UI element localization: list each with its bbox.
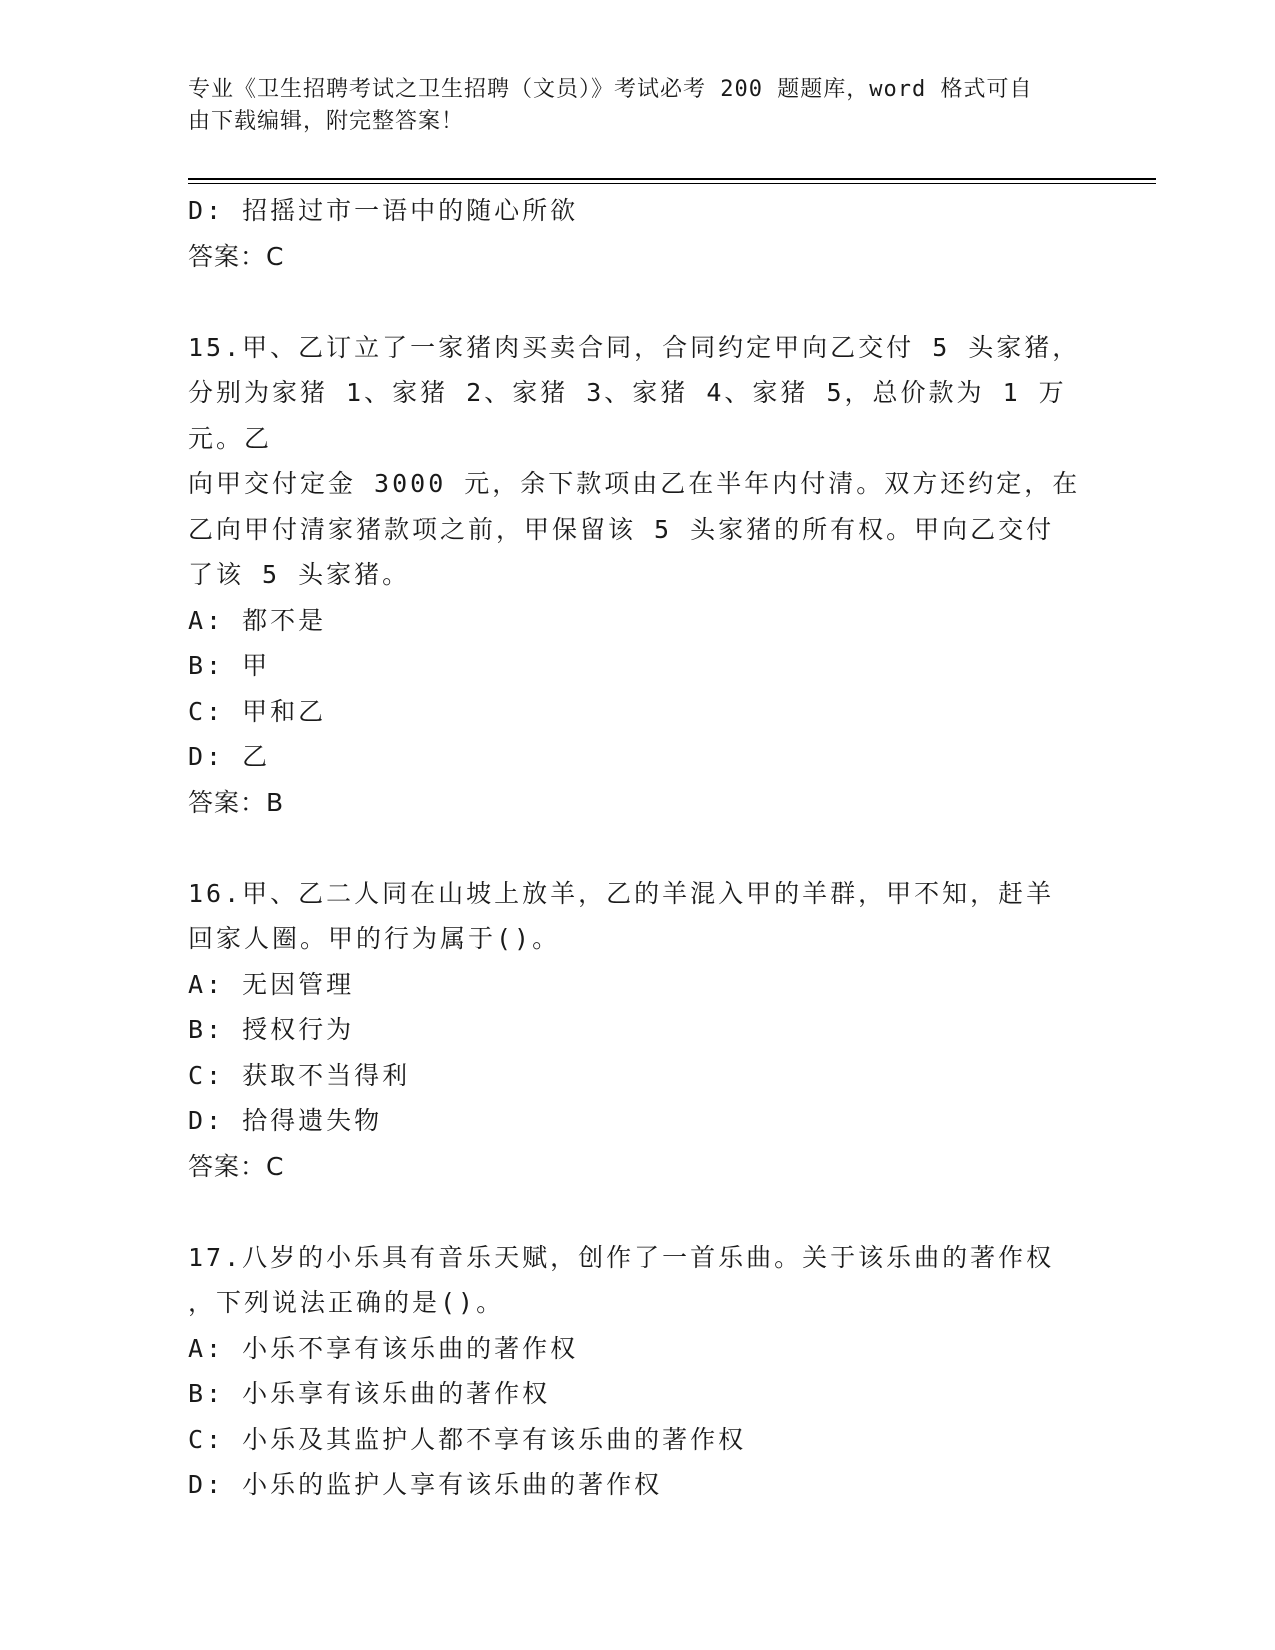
question-15-option-d: D: 乙 <box>188 742 271 771</box>
question-15-option-b: B: 甲 <box>188 651 271 680</box>
header-rule-thin <box>188 183 1156 184</box>
question-16-option-b: B: 授权行为 <box>188 1015 355 1044</box>
question-17 <box>188 1235 1088 1508</box>
question-16-line-1: 16.甲、乙二人同在山坡上放羊，乙的羊混入甲的羊群，甲不知，赶羊 <box>188 878 1055 908</box>
question-15-line-4: 乙向甲付清家猪款项之前，甲保留该 5 头家猪的所有权。甲向乙交付 <box>188 514 1055 544</box>
question-15-line-2: 分别为家猪 1、家猪 2、家猪 3、家猪 4、家猪 5，总价款为 1 万元。乙 <box>188 378 1067 453</box>
question-15-answer: 答案：B <box>188 787 285 817</box>
document-header <box>188 74 1068 138</box>
question-17-line-1: 17.八岁的小乐具有音乐天赋，创作了一首乐曲。关于该乐曲的著作权 <box>188 1242 1055 1272</box>
spacer <box>188 1189 1088 1235</box>
question-16-line-2: 回家人圈。甲的行为属于()。 <box>188 924 561 953</box>
question-17-line-2: ，下列说法正确的是()。 <box>188 1288 505 1317</box>
question-17-option-c: C: 小乐及其监护人都不享有该乐曲的著作权 <box>188 1424 747 1454</box>
question-16 <box>188 871 1088 1190</box>
question-16-option-c: C: 获取不当得利 <box>188 1060 411 1090</box>
spacer <box>188 279 1088 325</box>
question-15-option-c: C: 甲和乙 <box>188 696 327 726</box>
question-15-option-a: A: 都不是 <box>188 605 327 635</box>
question-15-line-3: 向甲交付定金 3000 元，余下款项由乙在半年内付清。双方还约定，在 <box>188 469 1081 498</box>
header-line-1: 专业《卫生招聘考试之卫生招聘（文员）》考试必考 200 题题库，word 格式可自 <box>188 77 1033 102</box>
question-15-line-5: 了该 5 头家猪。 <box>188 560 411 589</box>
header-line-2: 由下载编辑，附完整答案！ <box>188 109 465 134</box>
question-16-option-a: A: 无因管理 <box>188 969 355 999</box>
spacer <box>188 825 1088 871</box>
document-body <box>188 188 1088 1508</box>
question-15-line-1: 15.甲、乙订立了一家猪肉买卖合同，合同约定甲向乙交付 5 头家猪， <box>188 332 1081 362</box>
question-17-option-b: B: 小乐享有该乐曲的著作权 <box>188 1379 551 1408</box>
prev-option-d: D: 招摇过市一语中的随心所欲 <box>188 196 579 225</box>
question-17-option-d: D: 小乐的监护人享有该乐曲的著作权 <box>188 1470 663 1499</box>
question-16-answer: 答案：C <box>188 1151 285 1181</box>
question-15 <box>188 325 1088 826</box>
question-16-option-d: D: 拾得遗失物 <box>188 1106 383 1135</box>
header-rule-thick <box>188 178 1156 180</box>
question-17-option-a: A: 小乐不享有该乐曲的著作权 <box>188 1333 579 1363</box>
prev-answer: 答案：C <box>188 241 285 271</box>
